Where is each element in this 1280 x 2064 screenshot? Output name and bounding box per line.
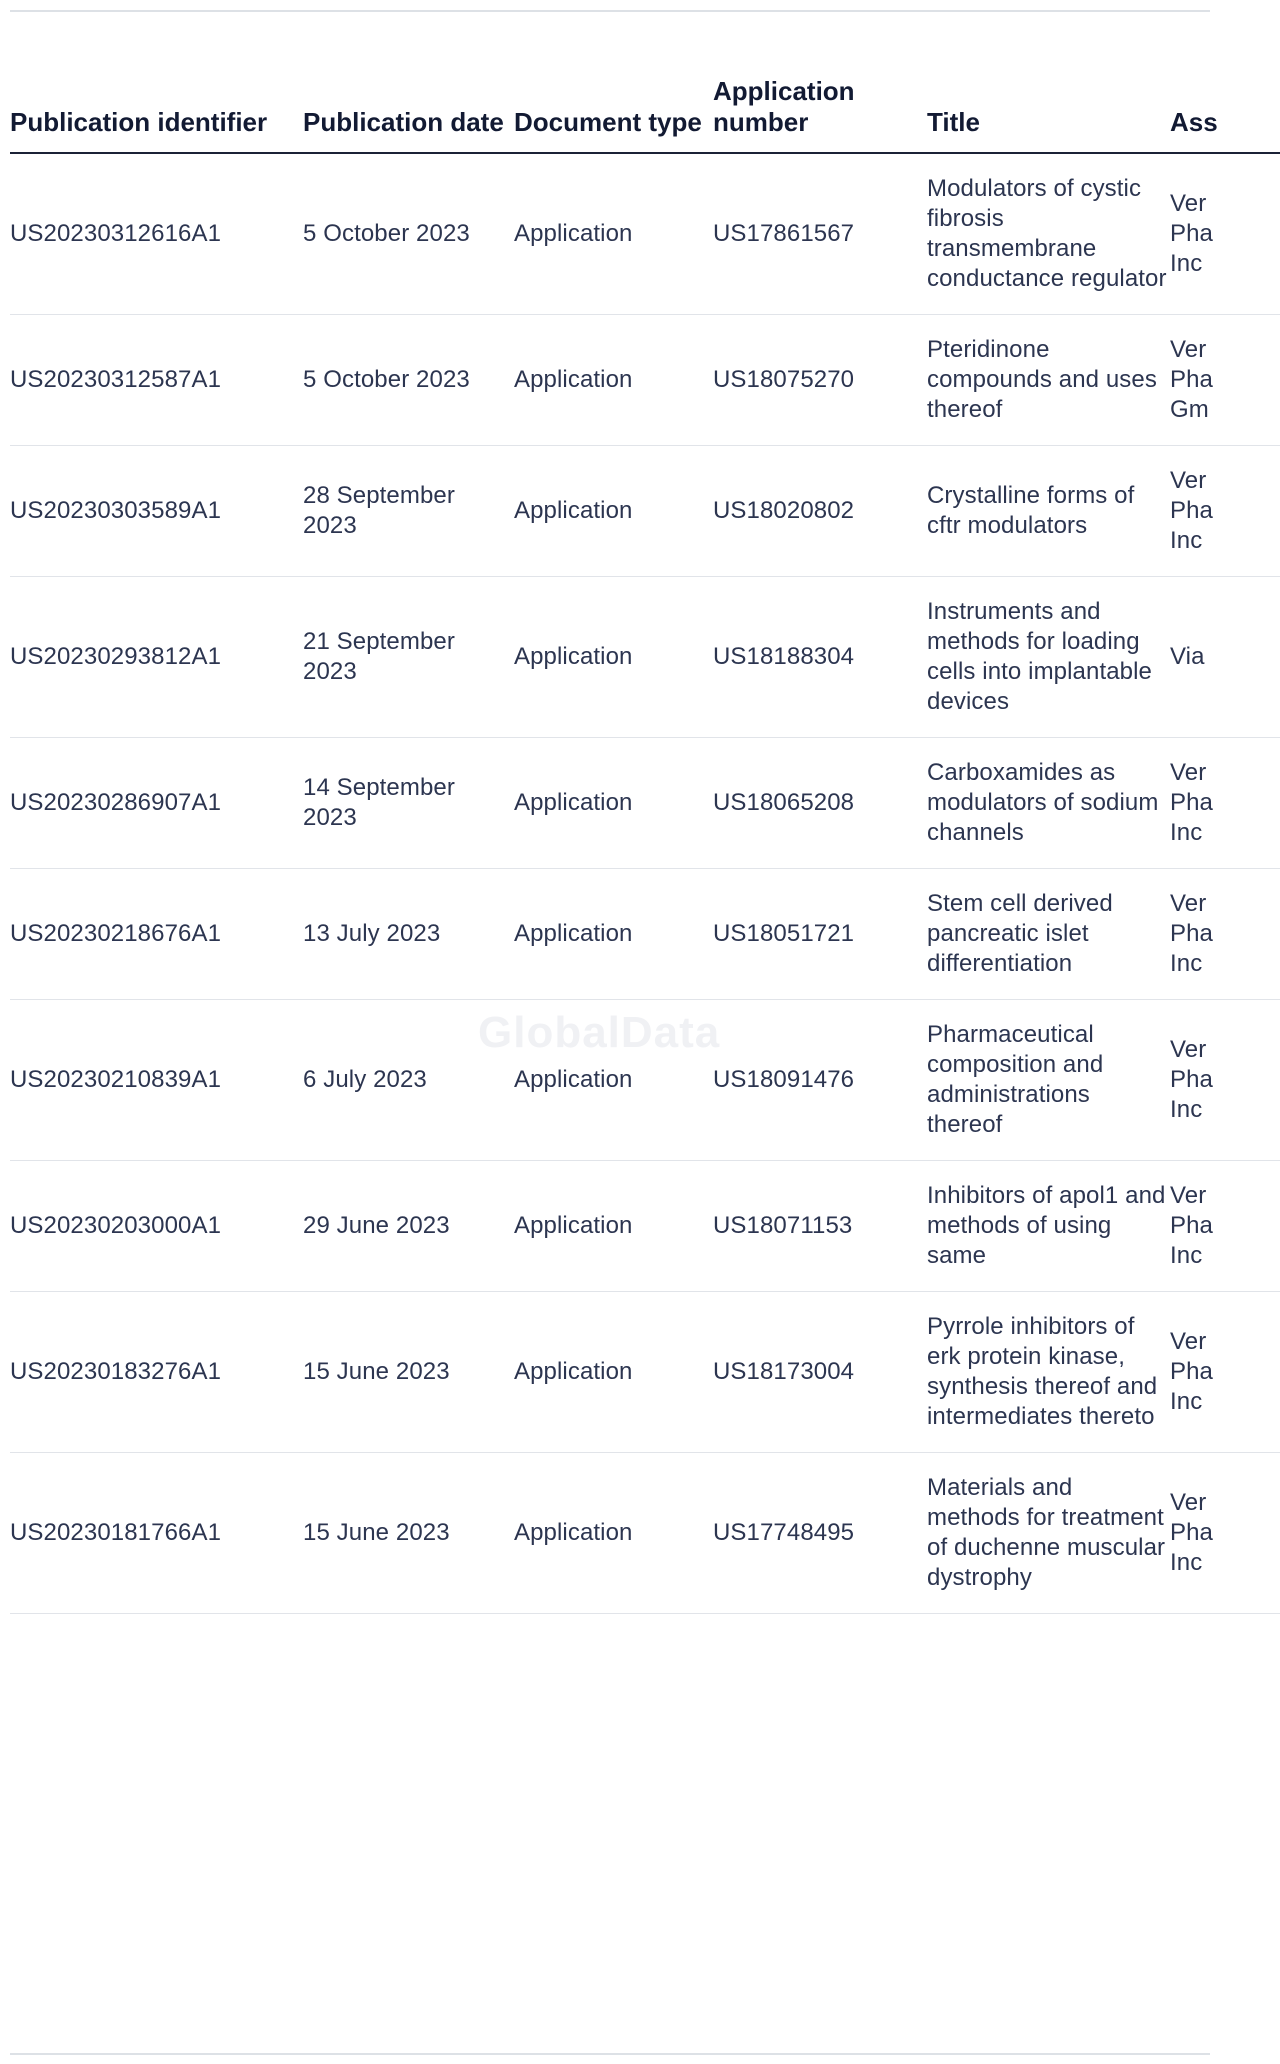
assignee-line: Inc [1170, 1388, 1203, 1415]
assignee-line: Inc [1170, 950, 1203, 977]
table-row[interactable] [10, 1292, 1280, 1453]
application-number-cell: US17861567 [713, 153, 927, 315]
assignee-cell [1170, 446, 1280, 577]
table-row[interactable] [10, 869, 1280, 1000]
bottom-divider [10, 2053, 1210, 2055]
document-type-cell: Application [514, 446, 713, 577]
publication-identifier-cell: US20230312616A1 [10, 153, 303, 315]
assignee-line: Pha [1170, 1358, 1214, 1385]
publication-identifier-cell: US20230293812A1 [10, 577, 303, 738]
assignee-line: Pha [1170, 497, 1214, 524]
assignee-line: Pha [1170, 1519, 1214, 1546]
assignee-line: Inc [1170, 527, 1203, 554]
publication-date-cell: 15 June 2023 [303, 1453, 514, 1614]
document-type-cell: Application [514, 315, 713, 446]
assignee-line: Gm [1170, 396, 1209, 423]
assignee-line: Ver [1170, 759, 1207, 786]
title-cell: Pharmaceutical composition and administrations thereof [927, 1000, 1170, 1161]
column-header-publication-identifier[interactable]: Publication identifier [10, 72, 303, 153]
column-header-application-number[interactable]: Application number [713, 72, 927, 153]
title-cell: Carboxamides as modulators of sodium channels [927, 738, 1170, 869]
assignee-cell [1170, 577, 1280, 738]
table-row[interactable] [10, 1000, 1280, 1161]
publication-date-cell: 15 June 2023 [303, 1292, 514, 1453]
assignee-line: Ver [1170, 1182, 1207, 1209]
table-row[interactable] [10, 1453, 1280, 1614]
table-row[interactable] [10, 1161, 1280, 1292]
document-type-cell: Application [514, 1453, 713, 1614]
assignee-line: Ver [1170, 890, 1207, 917]
assignee-line: Pha [1170, 220, 1214, 247]
table-row[interactable] [10, 577, 1280, 738]
publication-date-cell: 28 September 2023 [303, 446, 514, 577]
title-cell: Materials and methods for treatment of duchenne muscular dystrophy [927, 1453, 1170, 1614]
publication-identifier-cell: US20230303589A1 [10, 446, 303, 577]
title-cell: Modulators of cystic fibrosis transmembrane conductance regulator [927, 153, 1170, 315]
publication-identifier-cell: US20230203000A1 [10, 1161, 303, 1292]
document-type-cell: Application [514, 1292, 713, 1453]
publication-date-cell: 5 October 2023 [303, 153, 514, 315]
application-number-cell: US18188304 [713, 577, 927, 738]
application-number-cell: US18075270 [713, 315, 927, 446]
assignee-line: Inc [1170, 1242, 1203, 1269]
application-number-cell: US18051721 [713, 869, 927, 1000]
document-type-cell: Application [514, 1000, 713, 1161]
publication-date-cell: 21 September 2023 [303, 577, 514, 738]
table-header [10, 72, 1280, 153]
assignee-line: Ver [1170, 1328, 1207, 1355]
patent-table [10, 72, 1280, 1614]
title-cell: Pteridinone compounds and uses thereof [927, 315, 1170, 446]
assignee-line: Inc [1170, 819, 1203, 846]
publication-date-cell: 13 July 2023 [303, 869, 514, 1000]
assignee-line: Via [1170, 643, 1205, 670]
assignee-line: Pha [1170, 1212, 1214, 1239]
watermark: GlobalData [478, 1008, 721, 1057]
publication-identifier-cell: US20230286907A1 [10, 738, 303, 869]
assignee-cell [1170, 1453, 1280, 1614]
document-type-cell: Application [514, 153, 713, 315]
publication-date-cell: 5 October 2023 [303, 315, 514, 446]
publication-identifier-cell: US20230210839A1 [10, 1000, 303, 1161]
publication-date-cell: 14 September 2023 [303, 738, 514, 869]
assignee-line: Ver [1170, 1489, 1207, 1516]
table-body [10, 153, 1280, 1614]
assignee-line: Ver [1170, 190, 1207, 217]
assignee-cell [1170, 153, 1280, 315]
title-cell: Crystalline forms of cftr modulators [927, 446, 1170, 577]
header-row [10, 72, 1280, 153]
assignee-cell [1170, 869, 1280, 1000]
application-number-cell: US17748495 [713, 1453, 927, 1614]
column-header-document-type[interactable]: Document type [514, 72, 713, 153]
publication-identifier-cell: US20230183276A1 [10, 1292, 303, 1453]
application-number-cell: US18173004 [713, 1292, 927, 1453]
assignee-line: Ver [1170, 467, 1207, 494]
patent-table-container[interactable] [10, 72, 1218, 1614]
column-header-title[interactable]: Title [927, 72, 1170, 153]
application-number-cell: US18091476 [713, 1000, 927, 1161]
assignee-cell [1170, 1000, 1280, 1161]
document-type-cell: Application [514, 577, 713, 738]
document-type-cell: Application [514, 869, 713, 1000]
assignee-line: Pha [1170, 1066, 1214, 1093]
application-number-cell: US18065208 [713, 738, 927, 869]
table-row[interactable] [10, 315, 1280, 446]
table-row[interactable] [10, 153, 1280, 315]
document-type-cell: Application [514, 1161, 713, 1292]
assignee-line: Inc [1170, 250, 1203, 277]
column-header-publication-date[interactable]: Publication date [303, 72, 514, 153]
publication-identifier-cell: US20230218676A1 [10, 869, 303, 1000]
title-cell: Pyrrole inhibitors of erk protein kinase, synthesis thereof and intermediates thereto [927, 1292, 1170, 1453]
application-number-cell: US18071153 [713, 1161, 927, 1292]
assignee-line: Pha [1170, 920, 1214, 947]
publication-identifier-cell: US20230312587A1 [10, 315, 303, 446]
publication-date-cell: 29 June 2023 [303, 1161, 514, 1292]
assignee-line: Inc [1170, 1549, 1203, 1576]
assignee-line: Ver [1170, 1036, 1207, 1063]
publication-identifier-cell: US20230181766A1 [10, 1453, 303, 1614]
top-divider [10, 10, 1210, 12]
assignee-line: Pha [1170, 366, 1214, 393]
assignee-cell [1170, 738, 1280, 869]
assignee-cell [1170, 315, 1280, 446]
title-cell: Inhibitors of apol1 and methods of using same [927, 1161, 1170, 1292]
column-header-assignee[interactable]: Ass [1170, 72, 1280, 153]
title-cell: Instruments and methods for loading cells into implantable devices [927, 577, 1170, 738]
assignee-line: Pha [1170, 789, 1214, 816]
assignee-cell [1170, 1161, 1280, 1292]
table-row[interactable] [10, 446, 1280, 577]
assignee-line: Ver [1170, 336, 1207, 363]
assignee-cell [1170, 1292, 1280, 1453]
document-type-cell: Application [514, 738, 713, 869]
table-row[interactable] [10, 738, 1280, 869]
application-number-cell: US18020802 [713, 446, 927, 577]
publication-date-cell: 6 July 2023 [303, 1000, 514, 1161]
assignee-line: Inc [1170, 1096, 1203, 1123]
title-cell: Stem cell derived pancreatic islet differentiation [927, 869, 1170, 1000]
